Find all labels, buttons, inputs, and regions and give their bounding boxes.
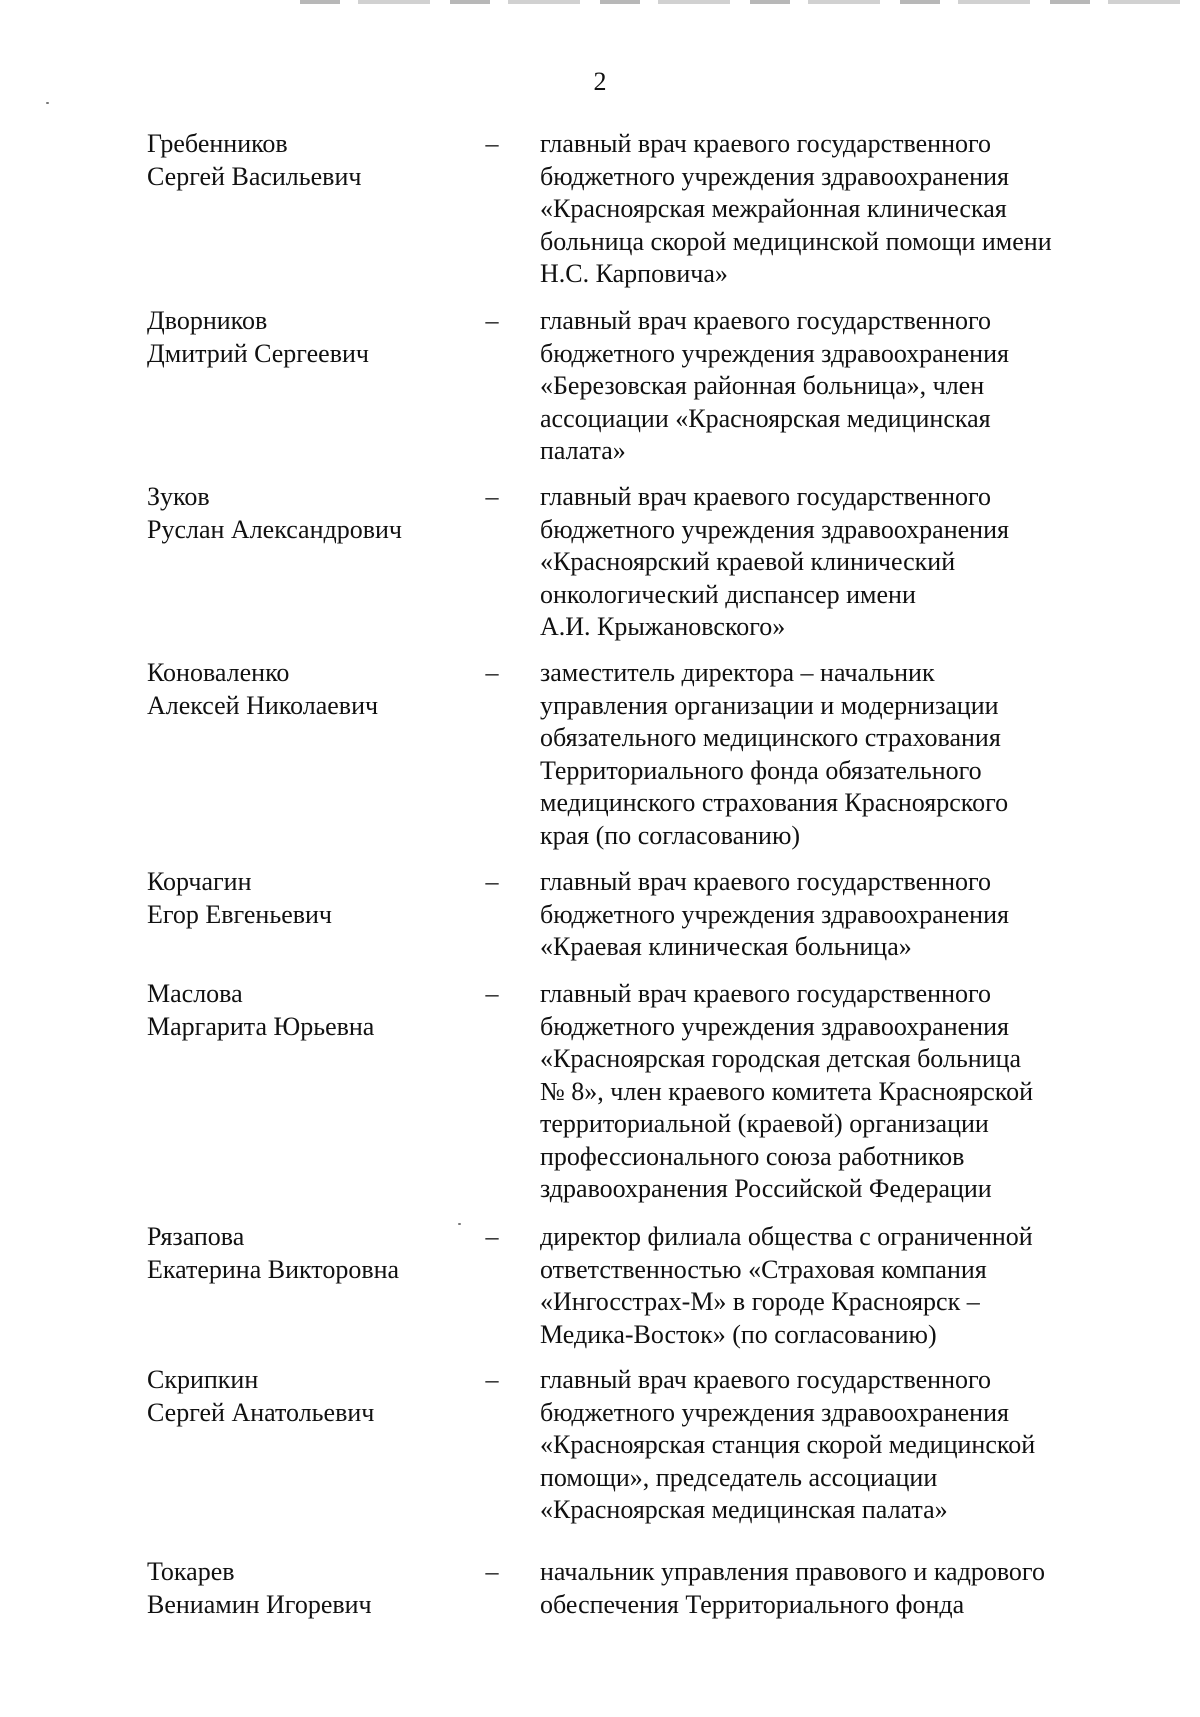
member-position <box>540 1556 1110 1621</box>
member-name <box>147 657 477 722</box>
entry-dash: – <box>485 867 499 896</box>
entry-dash: – <box>485 1222 499 1251</box>
member-position-line: № 8», член краевого комитета Красноярской <box>540 1076 1034 1106</box>
member-position <box>540 481 1110 644</box>
member-position-line: медицинского страхования Красноярского <box>540 788 1009 817</box>
member-position <box>540 305 1110 468</box>
member-position-line: ответственностью «Страховая компания <box>540 1254 987 1284</box>
member-position <box>540 128 1110 291</box>
member-position-line: директор филиала общества с ограниченной <box>540 1222 1033 1251</box>
member-position-line: здравоохранения Российской Федерации <box>540 1174 992 1203</box>
member-position-line: А.И. Крыжановского» <box>540 612 786 641</box>
member-position-line: Территориального фонда обязательного <box>540 755 982 785</box>
member-name-line: Маслова <box>147 979 243 1008</box>
member-position <box>540 1221 1110 1351</box>
member-position-line: бюджетного учреждения здравоохранения <box>540 338 1009 368</box>
member-position-line: Н.С. Карповича» <box>540 259 728 288</box>
member-position-line: управления организации и модернизации <box>540 690 999 720</box>
member-position-line: Медика-Восток» (по согласованию) <box>540 1319 937 1349</box>
member-position-line: бюджетного учреждения здравоохранения <box>540 1397 1009 1427</box>
member-position-line: «Березовская районная больница», член <box>540 371 985 400</box>
entry-dash: – <box>485 658 499 687</box>
member-position-line: бюджетного учреждения здравоохранения <box>540 514 1009 544</box>
entry-dash: – <box>485 482 499 511</box>
member-position-line: главный врач краевого государственного <box>540 979 992 1008</box>
member-name <box>147 481 477 546</box>
entry-dash: – <box>485 1365 499 1394</box>
member-position-line: палата» <box>540 436 626 465</box>
member-name-line: Вениамин Игоревич <box>147 1589 372 1619</box>
member-position-line: главный врач краевого государственного <box>540 306 992 335</box>
member-position-line: «Красноярская медицинская палата» <box>540 1495 948 1524</box>
member-name <box>147 1364 477 1429</box>
member-position-line: бюджетного учреждения здравоохранения <box>540 1011 1009 1041</box>
member-name <box>147 305 477 370</box>
member-name-line: Егор Евгеньевич <box>147 899 332 929</box>
member-position <box>540 1364 1110 1527</box>
member-name-line: Коноваленко <box>147 658 290 687</box>
member-position-line: профессионального союза работников <box>540 1141 965 1171</box>
member-name-line: Сергей Анатольевич <box>147 1397 375 1427</box>
member-name-line: Токарев <box>147 1557 235 1586</box>
member-name-line: Дмитрий Сергеевич <box>147 338 369 368</box>
member-name-line: Рязапова <box>147 1222 245 1251</box>
member-position-line: обязательного медицинского страхования <box>540 723 1001 752</box>
member-position-line: бюджетного учреждения здравоохранения <box>540 161 1009 191</box>
member-position-line: обеспечения Территориального фонда <box>540 1589 965 1619</box>
member-name-line: Сергей Васильевич <box>147 161 362 191</box>
scan-artifact-dot <box>46 102 49 104</box>
entry-dash: – <box>485 129 499 158</box>
member-name-line: Зуков <box>147 482 210 511</box>
member-position-line: бюджетного учреждения здравоохранения <box>540 899 1009 929</box>
member-position-line: «Красноярская межрайонная клиническая <box>540 194 1007 223</box>
entry-dash: – <box>485 1557 499 1586</box>
entry-dash: – <box>485 306 499 335</box>
member-position-line: помощи», председатель ассоциации <box>540 1462 938 1492</box>
member-position-line: главный врач краевого государственного <box>540 482 992 511</box>
member-name-line: Руслан Александрович <box>147 514 403 544</box>
member-name-line: Маргарита Юрьевна <box>147 1011 375 1041</box>
member-position-line: начальник управления правового и кадрового <box>540 1557 1045 1586</box>
member-position-line: «Красноярская станция скорой медицинской <box>540 1430 1036 1459</box>
member-name <box>147 128 477 193</box>
member-name <box>147 1556 477 1621</box>
member-position-line: больница скорой медицинской помощи имени <box>540 226 1052 256</box>
member-name-line: Гребенников <box>147 129 288 158</box>
member-name-line: Дворников <box>147 306 268 335</box>
member-position-line: ассоциации «Красноярская медицинская <box>540 403 991 433</box>
member-name <box>147 866 477 931</box>
member-position-line: главный врач краевого государственного <box>540 867 992 896</box>
member-name <box>147 978 477 1043</box>
member-position-line: «Краевая клиническая больница» <box>540 932 912 961</box>
member-position-line: онкологический диспансер имени <box>540 579 916 609</box>
member-position <box>540 978 1110 1206</box>
member-position-line: главный врач краевого государственного <box>540 129 992 158</box>
page-number: 2 <box>593 67 607 96</box>
member-name-line: Екатерина Викторовна <box>147 1254 400 1284</box>
entry-dash: – <box>485 979 499 1008</box>
member-name <box>147 1221 477 1286</box>
member-position-line: «Красноярская городская детская больница <box>540 1044 1022 1073</box>
scan-artifact-top-line <box>300 0 1200 4</box>
member-name-line: Скрипкин <box>147 1365 259 1394</box>
member-position-line: главный врач краевого государственного <box>540 1365 992 1394</box>
member-name-line: Корчагин <box>147 867 252 896</box>
member-position <box>540 866 1110 964</box>
member-name-line: Алексей Николаевич <box>147 690 379 720</box>
member-position <box>540 657 1110 852</box>
member-position-line: «Ингосстрах-М» в городе Красноярск – <box>540 1287 980 1316</box>
member-position-line: «Красноярский краевой клинический <box>540 547 956 576</box>
member-position-line: территориальной (краевой) организации <box>540 1109 989 1138</box>
member-position-line: заместитель директора – начальник <box>540 658 935 687</box>
member-position-line: края (по согласованию) <box>540 820 801 850</box>
